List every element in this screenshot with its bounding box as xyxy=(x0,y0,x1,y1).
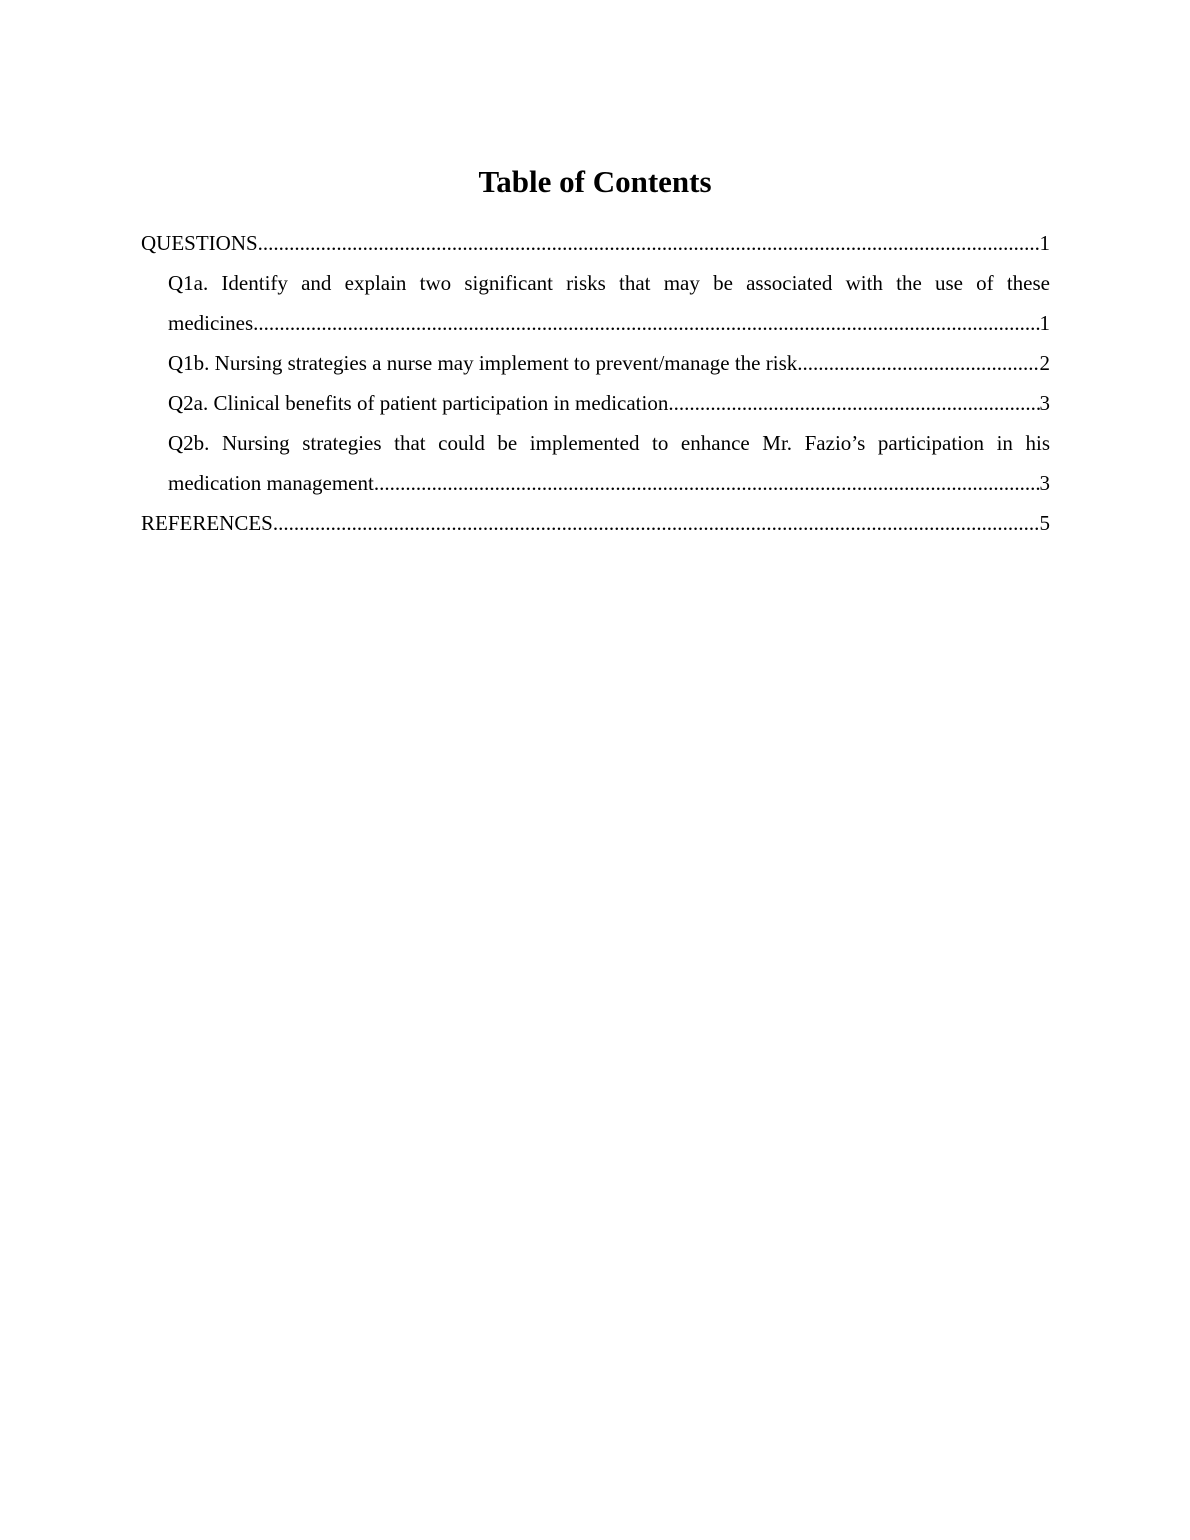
toc-entry-label: Q1b. Nursing strategies a nurse may implement to prevent/manage the risk xyxy=(168,351,798,375)
toc-entry-label: medication management xyxy=(168,471,374,495)
dot-leader xyxy=(374,463,1040,503)
dot-leader xyxy=(797,343,1039,383)
toc-entry-label-line: Q1a. Identify and explain two significant risks that may be associated with the use of these xyxy=(168,271,1050,295)
toc-entry-label: REFERENCES xyxy=(141,511,273,535)
toc-entry-line xyxy=(168,303,1050,343)
toc-page-number: 3 xyxy=(1039,391,1050,415)
dot-leader xyxy=(258,223,1040,263)
toc-page-number: 2 xyxy=(1039,351,1050,375)
toc-entry-questions[interactable] xyxy=(141,223,1050,263)
toc-entry-line xyxy=(168,343,1050,383)
toc-entry-line xyxy=(168,463,1050,503)
table-of-contents xyxy=(141,223,1050,543)
toc-entry-references[interactable] xyxy=(141,503,1050,543)
toc-entry-label: Q2a. Clinical benefits of patient participation in medication xyxy=(168,391,669,415)
toc-entry-q2b[interactable] xyxy=(141,423,1050,503)
toc-page-number: 3 xyxy=(1039,471,1050,495)
toc-entry-label-line: Q2b. Nursing strategies that could be implemented to enhance Mr. Fazio’s participation in his xyxy=(168,431,1050,455)
toc-entry-q1a[interactable] xyxy=(141,263,1050,343)
toc-page-number: 5 xyxy=(1039,511,1050,535)
toc-entry-label: medicines xyxy=(168,311,254,335)
toc-entry-line xyxy=(141,223,1050,263)
toc-entry-label: QUESTIONS xyxy=(141,231,258,255)
toc-page-number: 1 xyxy=(1039,311,1050,335)
toc-page-number: 1 xyxy=(1039,231,1050,255)
dot-leader xyxy=(668,383,1039,423)
toc-entry-q1b[interactable] xyxy=(141,343,1050,383)
toc-entry-line xyxy=(168,383,1050,423)
toc-entry-line xyxy=(141,503,1050,543)
toc-entry-q2a[interactable] xyxy=(141,383,1050,423)
page-title: Table of Contents xyxy=(478,164,712,199)
dot-leader xyxy=(273,503,1040,543)
dot-leader xyxy=(253,303,1039,343)
